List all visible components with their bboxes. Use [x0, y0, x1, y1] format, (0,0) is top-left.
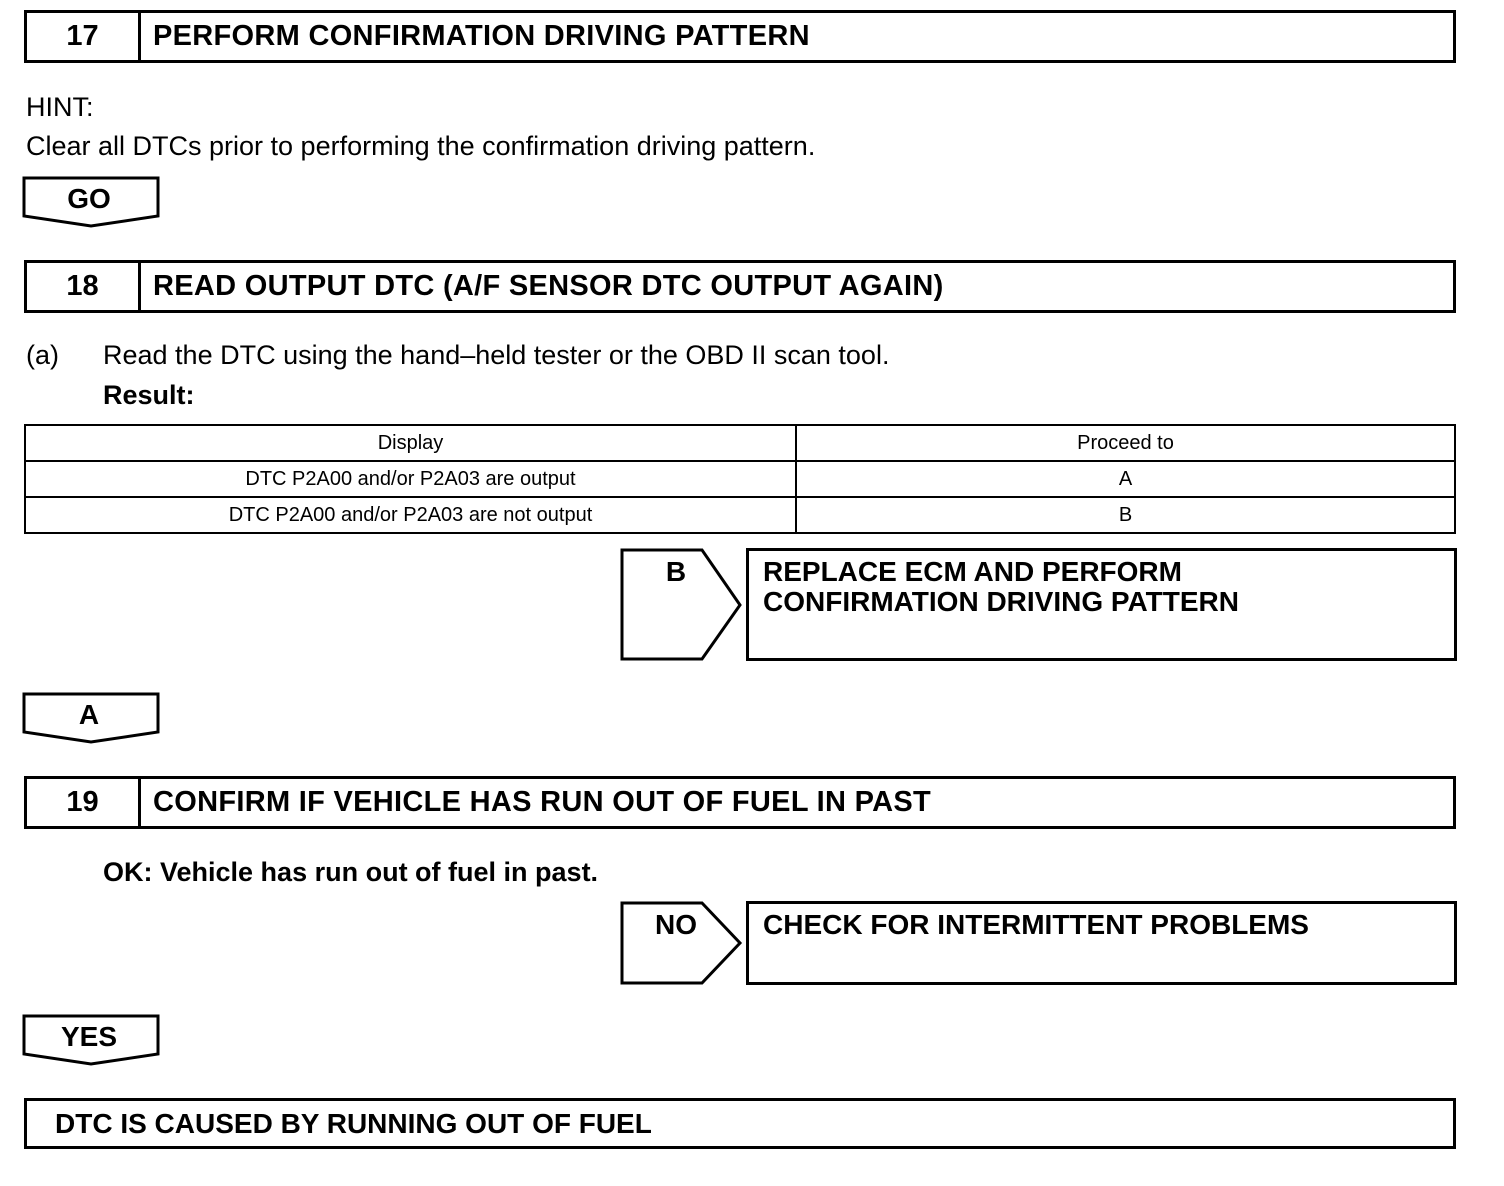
go-label: GO [67, 183, 111, 214]
table-row [25, 497, 1455, 533]
hint-label: HINT: [26, 92, 94, 122]
item-marker: (a) [26, 340, 59, 370]
branch-no-label: NO [655, 909, 697, 940]
branch-b-result-box [746, 548, 1457, 661]
table-header-row [25, 425, 1455, 461]
step-number: 17 [27, 13, 141, 60]
table-cell: B [796, 497, 1455, 533]
column-header: Proceed to [796, 425, 1455, 461]
column-header: Display [25, 425, 796, 461]
step-number: 18 [27, 263, 141, 310]
yes-label: YES [60, 1021, 118, 1052]
item-text: Read the DTC using the hand–held tester or the OBD II scan tool. [103, 340, 890, 370]
conclusion-text: DTC IS CAUSED BY RUNNING OUT OF FUEL [55, 1107, 652, 1139]
branch-b-line-1: REPLACE ECM AND PERFORM [763, 556, 1182, 587]
conclusion-box [24, 1098, 1456, 1149]
step-19-header [24, 776, 1456, 829]
table-cell: DTC P2A00 and/or P2A03 are output [25, 461, 796, 497]
step-title: READ OUTPUT DTC (A/F SENSOR DTC OUTPUT AGAIN) [153, 270, 944, 302]
step-18-header [24, 260, 1456, 313]
ok-condition: OK: Vehicle has run out of fuel in past. [103, 857, 599, 887]
branch-b-arrow [620, 548, 744, 661]
branch-b-label: B [665, 556, 687, 587]
branch-b-line-2: CONFIRMATION DRIVING PATTERN [763, 586, 1239, 617]
a-label: A [78, 699, 100, 730]
a-arrow [22, 692, 160, 746]
step-17-header [24, 10, 1456, 63]
branch-no-text: CHECK FOR INTERMITTENT PROBLEMS [763, 909, 1309, 940]
branch-no-arrow [620, 901, 744, 985]
step-title: CONFIRM IF VEHICLE HAS RUN OUT OF FUEL IN PAST [153, 786, 932, 818]
table-cell: DTC P2A00 and/or P2A03 are not output [25, 497, 796, 533]
step-number: 19 [27, 779, 141, 826]
yes-arrow [22, 1014, 160, 1068]
table-cell: A [796, 461, 1455, 497]
go-arrow [22, 176, 160, 230]
branch-no-result-box [746, 901, 1457, 985]
hint-text: Clear all DTCs prior to performing the confirmation driving pattern. [26, 131, 816, 161]
step-title: PERFORM CONFIRMATION DRIVING PATTERN [153, 20, 810, 52]
table-row [25, 461, 1455, 497]
result-label: Result: [103, 380, 195, 410]
result-table [24, 424, 1456, 534]
